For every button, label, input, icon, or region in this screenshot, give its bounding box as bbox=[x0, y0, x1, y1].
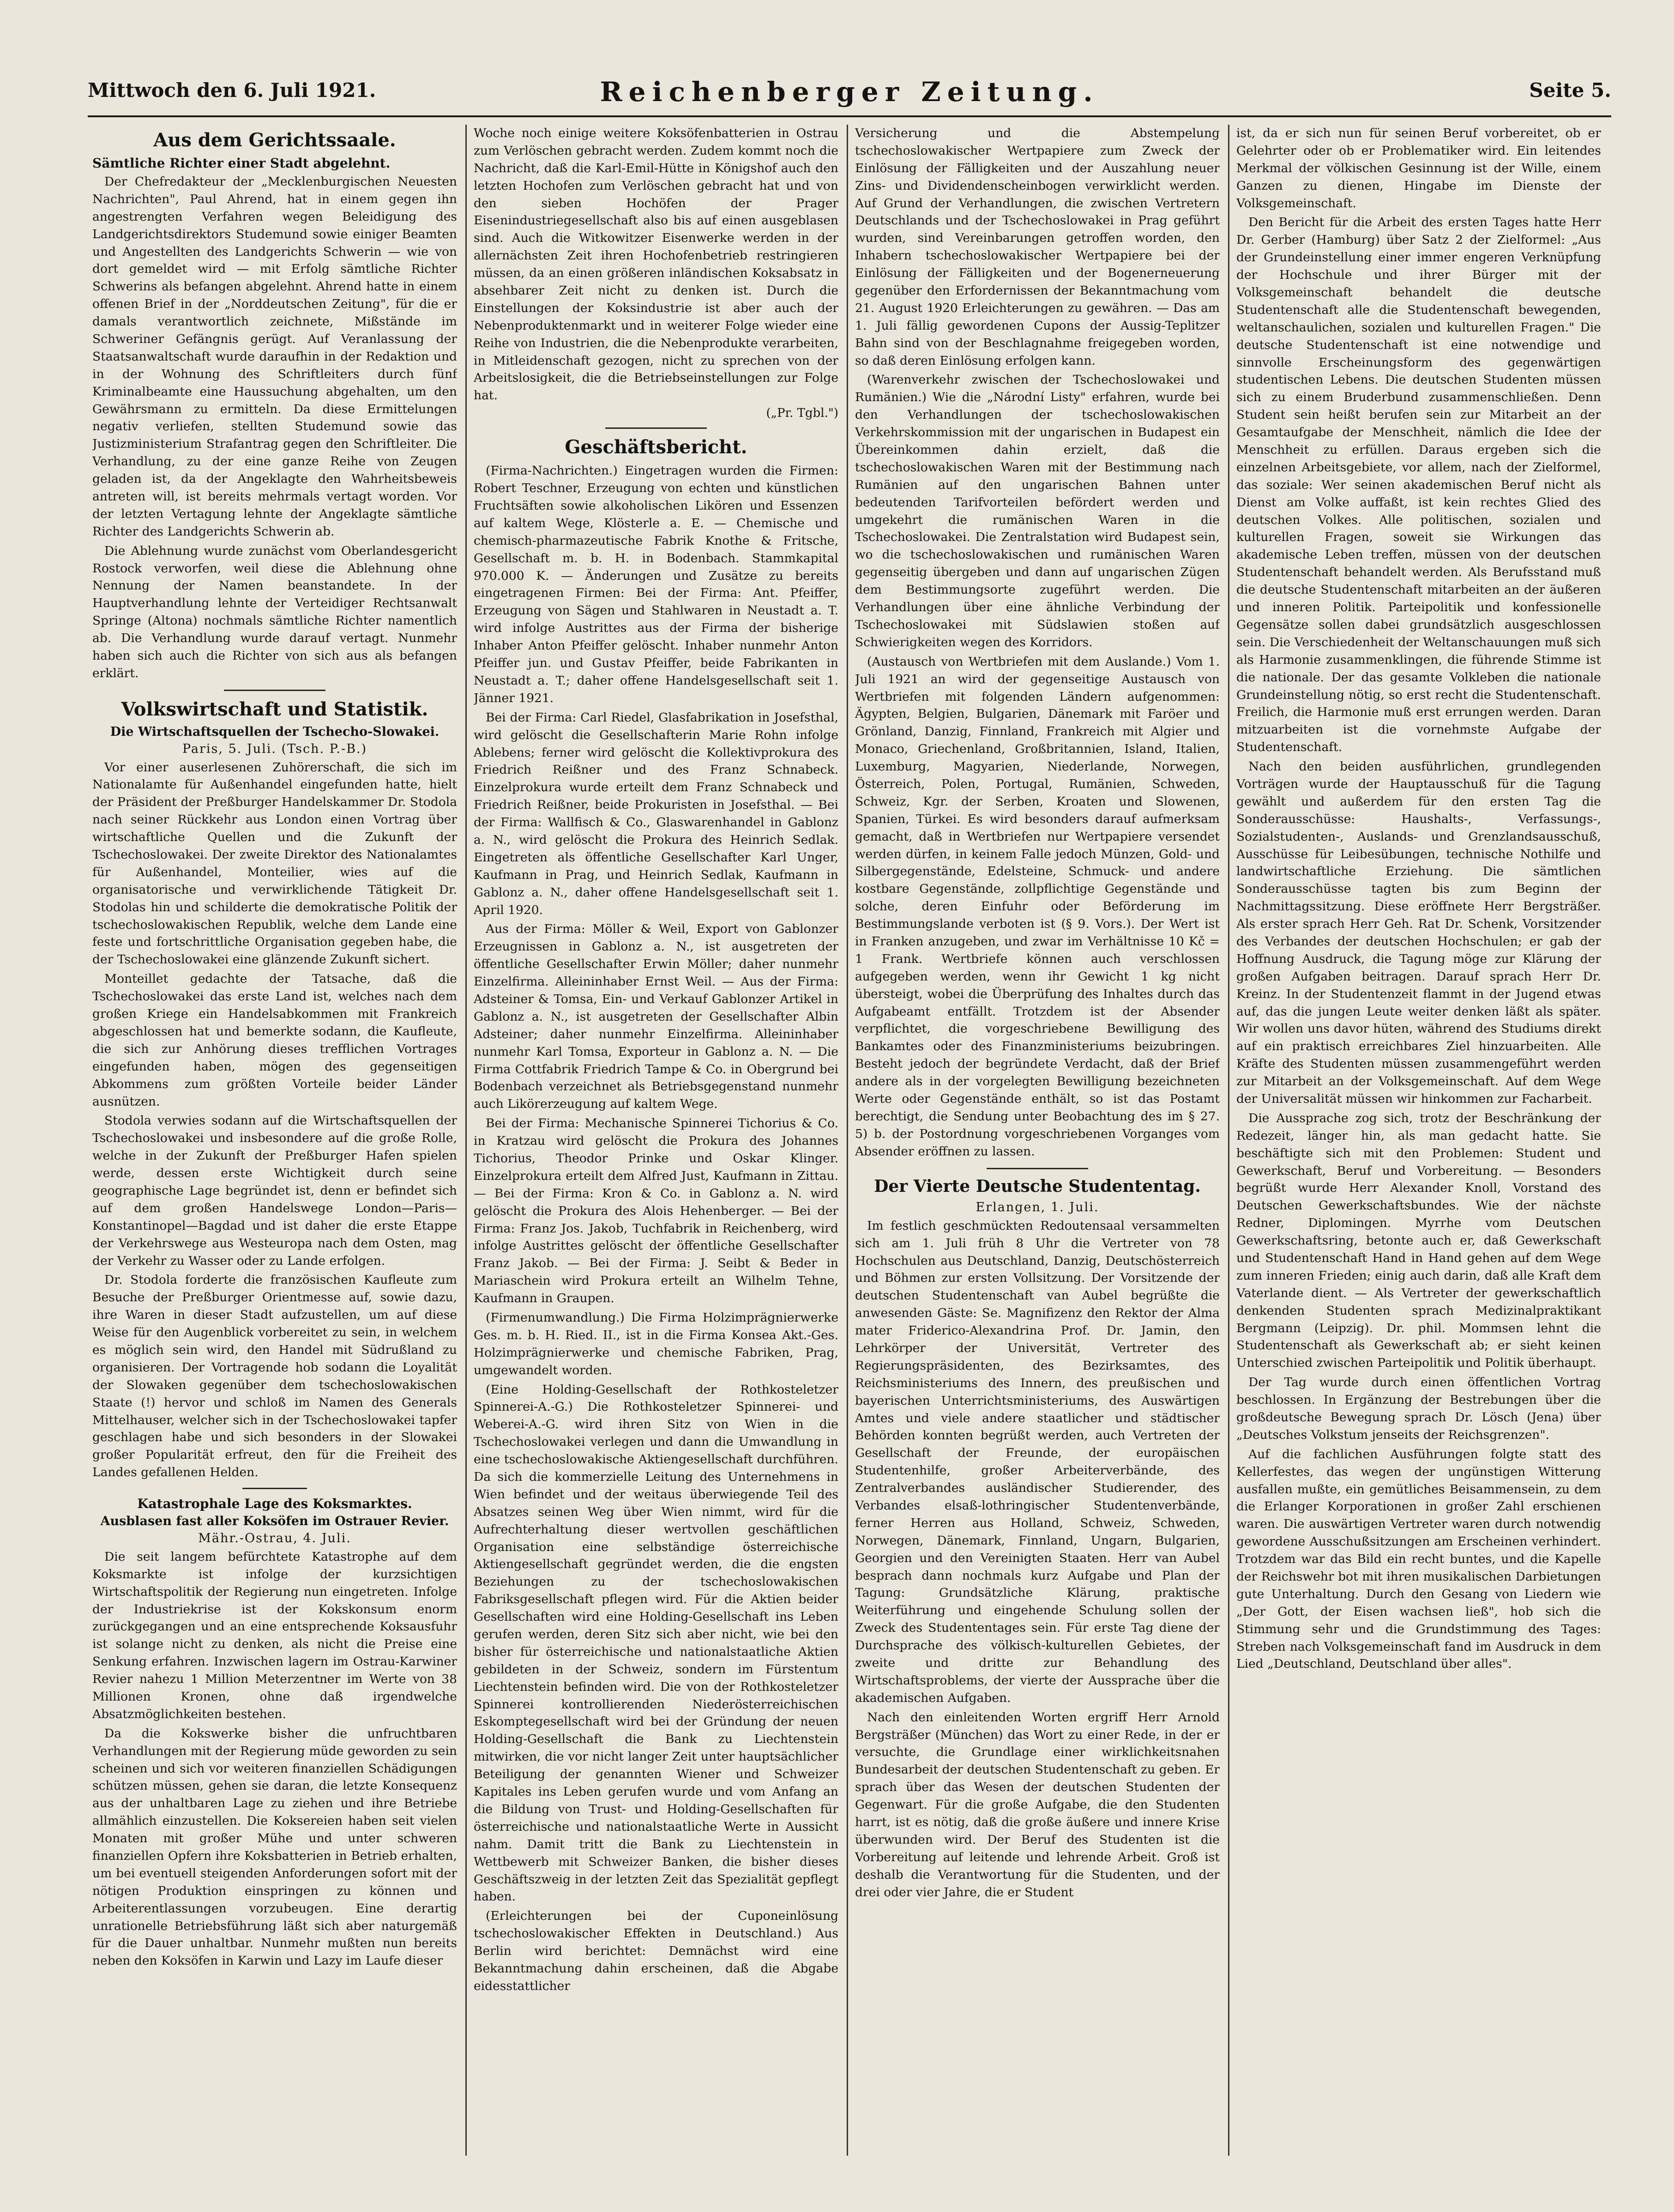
student-day-article bbox=[855, 1177, 1220, 1901]
column-2 bbox=[474, 125, 838, 2165]
paragraph: Bei der Firma: Carl Riedel, Glasfabrikation in Josefsthal, wird gelöscht die Gesellschafterin Marie Rohn infolge Ablebens; ferner wird gelöscht die Kollektivprokura des Friedrich Reißner und des Franz Schnabeck. Einzelprokura wurde erteilt dem Franz Schnabeck und Friedrich Reißner, beide Prokuristen in Josefsthal. — Bei der Firma: Wallfisch & Co., Glaswarenhandel in Gablonz a. N., wird gelöscht die Prokura des Heinrich Sedlak. Eingetreten als öffentliche Gesellschafter Karl Unger, Kaufmann in Prag, und Heinrich Sedlak, Kaufmann in Gablonz a. N., daher offene Handelsgesellschaft seit 1. April 1920. bbox=[474, 710, 838, 917]
article-subtitle: Sämtliche Richter einer Stadt abgelehnt. bbox=[92, 156, 391, 171]
paragraph: Der Tag wurde durch einen öffentlichen Vortrag beschlossen. In Ergänzung der Bestrebungen über die großdeutsche Bewegung sprach Dr. Lösch (Jena) über „Deutsches Volkstum jenseits der Reichsgrenzen". bbox=[1236, 1375, 1601, 1442]
page-number: Seite 5. bbox=[1529, 79, 1611, 102]
paragraph: Der Chefredakteur der „Mecklenburgischen Neuesten Nachrichten", Paul Ahrend, hat in einem gegen ihn angestrengten Verfahren wegen Beleidigung des Landgerichtsdirektors Studemund sowie einiger Beamten und Angestellten des Landgerichts Schwerin — wie von dort gemeldet wird — mit Erfolg sämtliche Richter Schwerins als befangen abgelehnt. Ahrend hatte in einem offenen Brief in der „Norddeutschen Zeitung", für die er damals verantwortlich zeichnete, Mißstände im Schweriner Gefängnis gerügt. Auf Veranlassung der Staatsanwaltschaft wurde daraufhin in der Redaktion und in der Wohnung des Schriftleiters durch fünf Kriminalbeamte eine Haussuchung abgehalten, um den Gewährsmann zu ermitteln. Da diese Ermittelungen negativ verliefen, stellten Studemund sowie das Justizministerium Strafantrag gegen den Schriftleiter. Die Verhandlung, zu der eine ganze Reihe von Zeugen geladen ist, da der Angeklagte den Wahrheitsbeweis antreten will, ist bereits mehrmals vertagt worden. Vor der letzten Vertagung lehnte der Angeklagte sämtliche Richter des Landgerichts Schwerin ab. bbox=[92, 174, 457, 539]
court-article bbox=[92, 129, 457, 682]
divider bbox=[224, 690, 325, 691]
section-heading: Volkswirtschaft und Statistik. bbox=[121, 698, 428, 720]
paragraph: (Erleichterungen bei der Cuponeinlösung tschechoslowakischer Effekten in Deutschland.) Aus Berlin wird berichtet: Demnächst wird eine Bekanntmachung dahin erscheinen, daß die Abgabe eidesstattlicher bbox=[474, 1909, 838, 1993]
divider bbox=[242, 1488, 307, 1489]
paragraph: Versicherung und die Abstempelung tschechoslowakischer Wertpapiere zum Zweck der Einlösung der Fälligkeiten und der Auszahlung neuer Zins- und Dividendenscheinbogen verwirklicht werden. Auf Grund der Verhandlungen, die zwischen Vertretern Deutschlands und der Tschechoslowakei in Prag geführt wurden, sind Vereinbarungen getroffen worden, den Inhabern tschechoslowakischer Wertpapiere bei der Einlösung der Fälligkeiten und der Bogenerneuerung gegenüber den Erfordernissen der Bekanntmachung vom 21. August 1920 Erleichterungen zu gewähren. — Das am 1. Juli fällig gewordenen Cupons der Aussig-Teplitzer Bahn sind von der Beschlagnahme freigegeben worden, so daß deren Einlösung erfolgen kann. bbox=[855, 126, 1220, 368]
paragraph: Nach den einleitenden Worten ergriff Herr Arnold Bergsträßer (München) das Wort zu einer Rede, in der er versuchte, die Grundlage einer wirklichkeitsnahen Bundesarbeit der deutschen Studentenschaft zu geben. Er sprach über das Wesen der deutschen Studenten der Gegenwart. Für die große Aufgabe, die den Studenten harrt, ist es nötig, daß die große äußere und innere Krise überwunden wird. Der Beruf des Studenten ist die Vorbereitung auf leitende und lehrende Arbeit. Groß ist deshalb die Verantwortung für die Studenten, und der drei oder vier Jahre, die er Student bbox=[855, 1710, 1220, 1899]
paragraph: Monteillet gedachte der Tatsache, daß die Tschechoslowakei das erste Land ist, welches nach dem großen Kriege ein Handelsabkommen mit Frankreich abgeschlossen hat und bemerkte sodann, die Kaufleute, die sich zur Anhörung dieses trefflichen Vortrages eingefunden haben, mögen des gegenseitigen Abkommens zum größten Vorteile beider Länder ausnützen. bbox=[92, 972, 457, 1109]
section-heading: Geschäftsbericht. bbox=[565, 436, 747, 458]
newspaper-title: Reichenberger Zeitung. bbox=[600, 76, 1099, 108]
column-separator bbox=[847, 125, 848, 2156]
paragraph: (Warenverkehr zwischen der Tschechoslowakei und Rumänien.) Wie die „Národní Listy" erfahren, wurde bei den Verhandlungen der tschechoslowakischen Verkehrskommission mit der ungarischen in Budapest ein Übereinkommen dahin erzielt, daß die tschechoslowakischen Waren mit der Bestimmung nach Rumänien auf den ungarischen Bahnen unter bedeutenden Tarifvorteilen befördert werden und umgekehrt die rumänischen Waren in die Tschechoslowakei. Die Zentralstation wird Budapest sein, wo die tschechoslowakischen und rumänischen Waren gegenseitig übergeben und dann auf ungarischen Zügen dem Bestimmungsorte zugeführt werden. Die Verhandlungen über eine ähnliche Verbindung der Tschechoslowakei mit Südslawien stoßen auf Schwierigkeiten wegen des Korridors. bbox=[855, 373, 1220, 649]
divider bbox=[605, 427, 707, 429]
masthead bbox=[88, 76, 1611, 113]
source-attribution: („Pr. Tgbl.") bbox=[766, 406, 838, 421]
paragraph: Auf die fachlichen Ausführungen folgte statt des Kellerfestes, das wegen der ungünstigen Witterung ausfallen mußte, ein gemütliches Beisammensein, zu dem die Erlanger Korporationen in großer Zahl erschienen waren. Die auswärtigen Vertreter waren durch notwendig gewordene Ausschußsitzungen am Erscheinen verhindert. Trotzdem war das Bild ein recht buntes, und die Kapelle der Reichswehr bot mit ihren musikalischen Darbietungen gute Unterhaltung. Durch den Gesang von Liedern wie „Der Gott, der Eisen wachsen ließ", hob sich die Stimmung sehr und die Grundstimmung des Tages: Streben nach Volksgemeinschaft fand im Ausdruck in dem Lied „Deutschland, Deutschland über alles". bbox=[1236, 1447, 1601, 1671]
business-report bbox=[474, 436, 838, 1995]
paragraph: (Austausch von Wertbriefen mit dem Auslande.) Vom 1. Juli 1921 an wird der gegenseitige Austausch von Wertbriefen mit folgenden Ländern aufgenommen: Ägypten, Belgien, Bulgarien, Dänemark mit Faröer und Grönland, Danzig, Finnland, Frankreich mit Algier und Monaco, Griechenland, Großbritannien, Island, Italien, Luxemburg, Magyarien, Niederlande, Norwegen, Österreich, Polen, Portugal, Rumänien, Schweden, Schweiz, Kgr. der Serben, Kroaten und Slowenen, Spanien, Türkei. Es wird besonders darauf aufmerksam gemacht, daß in Wertbriefen nur Wertpapiere versendet werden dürfen, in keinem Falle jedoch Münzen, Gold- und Silbergegenstände, Edelsteine, Schmuck- und andere kostbare Gegenstände, zollpflichtige Gegenstände und solche, deren Einfuhr oder Beförderung im Bestimmungslande verboten ist (§ 9. Vors.). Der Wert ist in Franken anzugeben, und zwar im Verhältnisse 10 Kč = 1 Frank. Wertbriefe können auch verschlossen aufgegeben werden, wenn ihr Gewicht 1 kg nicht übersteigt, wobei die Überprüfung des Inhaltes durch das Aufgabeamt entfällt. Trotzdem ist der Absender verpflichtet, die vorgeschriebene Bewilligung des Bankamtes oder des Finanzministeriums beizubringen. Besteht jedoch der begründete Verdacht, daß der Brief andere als in der vorgelegten Bewilligung bezeichneten Werte oder Gegenstände enthält, so ist das Postamt berechtigt, die Sendung unter Beobachtung des im § 27. 5) b. der Postordnung vorgeschriebenen Vorganges vom Absender eröffnen zu lassen. bbox=[855, 654, 1220, 1159]
column-4 bbox=[1236, 125, 1601, 2165]
paragraph: Die Ablehnung wurde zunächst vom Oberlandesgericht Rostock verworfen, weil diese die Ablehnung ohne Nennung der Namen beanstandete. In der Hauptverhandlung lehnte der Verteidiger Rechtsanwalt Springe (Altona) nochmals sämtliche Richter namentlich ab. Die Verhandlung wurde darauf vertagt. Nunmehr haben sich auch die Richter von sich aus als befangen erklärt. bbox=[92, 543, 457, 680]
paragraph: Die seit langem befürchtete Katastrophe auf dem Koksmarkte ist infolge der kurzsichtigen Wirtschaftspolitik der Regierung nun eingetreten. Infolge der Industriekrise ist der Kokskonsum enorm zurückgegangen und an eine entsprechende Koksausfuhr ist solange nicht zu denken, als nicht die Preise eine Senkung erfahren. Inzwischen lagern im Ostrau-Karwiner Revier nahezu 1 Million Meterzentner im Werte von 38 Millionen Kronen, ohne daß irgendwelche Absatzmöglichkeiten bestehen. bbox=[92, 1549, 457, 1721]
paragraph: Da die Kokswerke bisher die unfruchtbaren Verhandlungen mit der Regierung müde geworden zu sein scheinen und sich vor weiteren finanziellen Schädigungen schützen müssen, gehen sie daran, die letzte Konsequenz aus der unhaltbaren Lage zu ziehen und ihre Betriebe allmählich einzustellen. Die Koksereien haben seit vielen Monaten mit großer Mühe und unter schweren finanziellen Opfern ihre Koksbatterien in Betrieb erhalten, um bei eventuell steigenden Anforderungen sofort mit der nötigen Produktion einspringen zu können und Arbeiterentlassungen vorzubeugen. Eine derartig unrationelle Betriebsführung läßt sich aber naturgemäß für die Dauer unhaltbar. Nunmehr mußten nun bereits neben den Koksöfen in Karwin und Lazy im Laufe dieser bbox=[92, 1726, 457, 1968]
column-separator bbox=[465, 125, 467, 2156]
section-heading: Aus dem Gerichtssaale. bbox=[153, 129, 396, 151]
article-title: Der Vierte Deutsche Studententag. bbox=[874, 1176, 1201, 1196]
divider bbox=[987, 1168, 1088, 1169]
article-subtitle: Die Wirtschaftsquellen der Tschecho-Slowakei. bbox=[110, 724, 440, 739]
column-3 bbox=[855, 125, 1220, 2165]
paragraph: ist, da er sich nun für seinen Beruf vorbereitet, ob er Gelehrter oder ob er Problematiker wird. Ein leitendes Merkmal der völkischen Gesinnung ist der Wille, einem Ganzen zu dienen, Hingabe im Dienste der Volksgemeinschaft. bbox=[1236, 126, 1601, 210]
paragraph: Stodola verwies sodann auf die Wirtschaftsquellen der Tschechoslowakei und insbesondere auf die große Rolle, welche in der Zukunft der Preßburger Hafen spielen werde, dessen erste Wichtigkeit durch seine geographische Lage begründet ist, denn er befindet sich auf dem großen Handelswege London—Paris—Konstantinopel—Bagdad und ist daher die erste Etappe der Verkehrswege aus Westeuropa nach dem Osten, mag der Verkehr zu Wasser oder zu Lande erfolgen. bbox=[92, 1113, 457, 1268]
paragraph: (Firmenumwandlung.) Die Firma Holzimprägnierwerke Ges. m. b. H. Ried. II., ist in die Firma Konsea Akt.-Ges. Holzimprägnierwerke und chemische Fabriken, Prag, umgewandelt worden. bbox=[474, 1310, 838, 1377]
article-subtitle: Ausblasen fast aller Koksöfen im Ostrauer Revier. bbox=[100, 1514, 449, 1529]
dateline: Paris, 5. Juli. (Tsch. P.-B.) bbox=[182, 741, 367, 756]
dateline: Erlangen, 1. Juli. bbox=[975, 1200, 1099, 1214]
paragraph: Den Bericht für die Arbeit des ersten Tages hatte Herr Dr. Gerber (Hamburg) über Satz 2 der Zielformel: „Aus der Grundeinstellung einer immer engeren Verknüpfung der Hochschule und ihrer Bürger mit der Volksgemeinschaft behandelt die deutsche Studentenschaft alle die Studentenschaft bewegenden, weltanschaulichen, sozialen und kulturellen Fragen." Die deutsche Studentenschaft ist eine notwendige und sinnvolle Erscheinungsform des gegenwärtigen studentischen Lebens. Die deutschen Studenten müssen sich zu einem Bruderbund zusammenschließen. Denn Student sein heißt berufen sein zur Mitarbeit an der Gesamtaufgabe der Menschheit, nämlich die Idee der Menschheit zu erfüllen. Daraus ergeben sich die einzelnen Arbeitsgebiete, vor allem, nach der Zielformel, das soziale: Wer seinen akademischen Beruf nicht als Dienst am Volke auffaßt, ist kein rechtes Glied des deutschen Volkes. Alle politischen, sozialen und kulturellen Fragen, soweit sie Wirkungen das akademische Leben treffen, müssen von der deutschen Studentenschaft behandelt werden. Als Berufsstand muß die deutsche Studentenschaft mitarbeiten an der äußeren und inneren Politik. Parteipolitik und konfessionelle Gegensätze sollen dabei grundsätzlich ausgeschlossen sein. Die Verschiedenheit der Weltanschauungen muß sich als Harmonie zusammenklingen, die führende Stimme ist die nationale. Der das gesamte Volkleben die nationale Grundeinstellung nötig, so erst recht die Studentenschaft. Freilich, die Harmonie muß erst errungen werden. Daran mitzuarbeiten ist die vornehmste Aufgabe der Studentenschaft. bbox=[1236, 215, 1601, 755]
masthead-rule bbox=[88, 115, 1611, 117]
paragraph: Dr. Stodola forderte die französischen Kaufleute zum Besuche der Preßburger Orientmesse auf, sowie dazu, ihre Waren in dieser Stadt aufzustellen, um auf diese Weise für den Augenblick vorbereitet zu sein, in welchem es möglich sein wird, den Handel mit Südrußland zu organisieren. Der Vortragende hob sodann die Loyalität der Slowaken gegenüber dem tschechoslowakischen Staate (!) hervor und schloß im Namen des Generals Mittelhauser, welcher sich in der Tschechoslowakei tapfer geschlagen habe und sich besonders in der Slowakei großer Popularität erfreut, den für die Freiheit des Landes gefallenen Helden. bbox=[92, 1273, 457, 1480]
article-title: Katastrophale Lage des Koksmarktes. bbox=[137, 1496, 412, 1512]
column-separator bbox=[1228, 125, 1229, 2156]
paragraph: Vor einer auserlesenen Zuhörerschaft, die sich im Nationalamte für Außenhandel eingefunden hatte, hielt der Präsident der Preßburger Handelskammer Dr. Stodola nach seiner Rückkehr aus London einen Vortrag über wirtschaftliche Quellen und die Zukunft der Tschechoslowakei. Der zweite Direktor des Nationalamtes für Außenhandel, Monteilier, wies auf die organisatorische und verwirklichende Tätigkeit Dr. Stodolas hin und schilderte die demokratische Politik der tschechoslowakischen Republik, welche dem Lande eine feste und fortschrittliche Organisation gegeben habe, die der Tschechoslowakei eine glänzende Zukunft sichert. bbox=[92, 760, 457, 967]
dateline: Mähr.-Ostrau, 4. Juli. bbox=[198, 1531, 351, 1545]
issue-date: Mittwoch den 6. Juli 1921. bbox=[88, 79, 376, 102]
paragraph: Nach den beiden ausführlichen, grundlegenden Vorträgen wurde der Hauptausschuß für die Tagung gewählt und außerdem für den ersten Tag die Sonderausschüsse: Haushalts-, Verfassungs-, Sozialstudenten-, Auslands- und Grenzlandsausschuß, Ausschüsse für Leibesübungen, technische Nothilfe und landwirtschaftliche Erziehung. Die sämtlichen Sonderausschüsse tagten bis zum Beginn der Nachmittagssitzung. Diese eröffnete Herr Bergsträßer. Als erster sprach Herr Geh. Rat Dr. Schenk, Vorsitzender des Verbandes der deutschen Hochschulen; er gab der Hoffnung Ausdruck, die Tagung möge zur Klärung der großen Aufgaben beitragen. Darauf sprach Herr Dr. Kreinz. In der Studentenzeit flammt in der Jugend etwas auf, das die jungen Leute weiter denken läßt als später. Wir wollen uns davor hüten, während des Studiums direkt auf ein praktisch erreichbares Ziel hinzuarbeiten. Alle Kräfte des Studenten müssen zusammengeführt werden zur Mitarbeit an der Volksgemeinschaft. Auf dem Wege der Universalität müssen wir hinkommen zur Facharbeit. bbox=[1236, 759, 1601, 1106]
column-1 bbox=[92, 125, 457, 2165]
paragraph: Bei der Firma: Mechanische Spinnerei Tichorius & Co. in Kratzau wird gelöscht die Prokura des Johannes Tichorius, Theodor Prinke und Oskar Klinger. Einzelprokura erteilt dem Alfred Just, Kaufmann in Zittau. — Bei der Firma: Kron & Co. in Gablonz a. N. wird gelöscht die Prokura des Alois Hehenberger. — Bei der Firma: Franz Jos. Jakob, Tuchfabrik in Reichenberg, wird infolge Austrittes gelöscht der öffentliche Gesellschafter Franz Jakob. — Bei der Firma: J. Seibt & Beder in Mariaschein wird Prokura erteilt an Wilhelm Tehne, Kaufmann in Graupen. bbox=[474, 1116, 838, 1306]
paragraph: Im festlich geschmückten Redoutensaal versammelten sich am 1. Juli früh 8 Uhr die Vertreter von 78 Hochschulen aus Deutschland, Danzig, Deutschösterreich und Böhmen zur ersten Vollsitzung. Der Vorsitzende der deutschen Studentenschaft van Aubel begrüßte die anwesenden Gäste: Se. Magnifizenz den Rektor der Alma mater Friderico-Alexandrina Prof. Dr. Jamin, den Lehrkörper der Universität, Vertreter des Regierungspräsidenten, des Bezirksamtes, des Reichsministeriums des Innern, des preußischen und bayerischen Unterrichtsministeriums, des Auswärtigen Amtes und viele andere staatlicher und städtischer Behörden konnten begrüßt werden, auch Vertreten der Gesellschaft der Freunde, der europäischen Studentenhilfe, großer Arbeiterverbände, des Zentralverbandes ausländischer Studierender, des Verbandes elsaß-lothringischer Studentenverbände, ferner Herren aus Holland, Schweiz, Schweden, Norwegen, Dänemark, Finnland, Ungarn, Bulgarien, Georgien und den Vereinigten Staaten. Herr van Aubel besprach dann nochmals kurz Aufgabe und Plan der Tagung: Grundsätzliche Klärung, praktische Weiterführung und eingehende Schulung sollen der Zweck des Studententages sein. Für erste Tag diene der Durchsprache des völkisch-kulturellen Gebietes, der zweite und dritte zur Behandlung des Wirtschaftsproblems, der vierte der Aussprache über die akademischen Aufgaben. bbox=[855, 1218, 1220, 1705]
economy-article bbox=[92, 698, 457, 1481]
paragraph: Die Aussprache zog sich, trotz der Beschränkung der Redezeit, länger hin, als man gedacht hatte. Sie beschäftigte sich mit den Problemen: Student und Gewerkschaft, Beruf und Vorbereitung. — Besonders begrüßt wurde Herr Alexander Knoll, Vorstand des Deutschen Gewerkschaftsbundes. Wie der nächste Redner, Diplomingen. Myrrhe vom Deutschen Gewerkschaftsring, betonte auch er, daß Gewerkschaft und Studentenschaft Hand in Hand gehen auf dem Wege zum inneren Frieden; einig auch darin, daß alle Kraft dem Vaterlande dient. — Als Vertreter der gewerkschaftlich denkenden Studenten sprach Medizinalpraktikant Bergmann (Leipzig). Dr. phil. Mommsen lehnt die Studentenschaft als Gewerkschaft ab; er sieht keinen Unterschied zwischen Parteipolitik und Politik überhaupt. bbox=[1236, 1111, 1601, 1370]
paragraph: (Firma-Nachrichten.) Eingetragen wurden die Firmen: Robert Teschner, Erzeugung von echten und künstlichen Fruchtsäften sowie alkoholischen Likören und Essenzen auf kaltem Wege, Klösterle a. E. — Chemische und chemisch-pharmazeutische Fabrik Knothe & Fritsche, Gesellschaft m. b. H. in Bodenbach. Stammkapital 970.000 K. — Änderungen und Zusätze zu bereits eingetragenen Firmen: Bei der Firma: Ant. Pfeiffer, Erzeugung von Sägen und Stahlwaren in Neustadt a. T. wird infolge Austrittes aus der Firma der bisherige Inhaber Anton Pfeiffer gelöscht. Inhaber nunmehr Anton Pfeiffer jun. und Gustav Pfeiffer, beide Fabrikanten in Neustadt a. T.; daher offene Handelsgesellschaft seit 1. Jänner 1921. bbox=[474, 463, 838, 705]
paragraph: Aus der Firma: Möller & Weil, Export von Gablonzer Erzeugnissen in Gablonz a. N., ist ausgetreten der öffentliche Gesellschafter Erwin Möller; daher nunmehr Einzelfirma. Alleininhaber Ernst Weil. — Aus der Firma: Adsteiner & Tomsa, Ein- und Verkauf Gablonzer Artikel in Gablonz a. N., ist ausgetreten der Gesellschafter Albin Adsteiner; daher nunmehr Einzelfirma. Alleininhaber nunmehr Karl Tomsa, Exporteur in Gablonz a. N. — Die Firma Cottfabrik Friedrich Tampe & Co. in Obergrund bei Bodenbach verzeichnet als Betriebsgegenstand nunmehr auch Likörerzeugung auf kaltem Wege. bbox=[474, 922, 838, 1112]
coke-article bbox=[92, 1496, 457, 1970]
paragraph: (Eine Holding-Gesellschaft der Rothkosteletzer Spinnerei-A.-G.) Die Rothkosteletzer Spinnerei- und Weberei-A.-G. wird ihren Sitz von Wien in die Tschechoslowakei verlegen und dann die Umwandlung in eine tschechoslowakische Aktiengesellschaft durchführen. Da sich die kommerzielle Leitung des Unternehmens in Wien befindet und der weitaus überwiegende Teil des Absatzes seinen Weg über Wien nimmt, wird für die Aufrechterhaltung dieser wertvollen geschäftlichen Organisation eine selbständige österreichische Aktiengesellschaft gegründet werden, die die engsten Beziehungen zu der tschechoslowakischen Fabriksgesellschaft pflegen wird. Für die Aktien beider Gesellschaften wird eine Holding-Gesellschaft ins Leben gerufen werden, deren Sitz sich aber nicht, wie bei den bisher für österreichische und nationalstaatliche Aktien gebildeten in der Schweiz, sondern im Fürstentum Liechtenstein befinden wird. Die von der Rothkosteletzer Spinnerei kontrollierenden Niederösterreichischen Eskomptegesellschaft wird bei der Gründung der neuen Holding-Gesellschaft die Bank zu Liechtenstein mitwirken, die vor nicht langer Zeit unter hauptsächlicher Beteiligung der genannten Wiener und Schweizer Kapitales ins Leben gerufen wurde und vom Anfang an die Bildung von Trust- und Holding-Gesellschaften für österreichische und nationalstaatliche Werte in Aussicht nahm. Damit tritt die Bank zu Liechtenstein in Wettbewerb mit Schweizer Banken, die bisher dieses Geschäftszweig in der letzten Zeit das Spezialität gepflegt haben. bbox=[474, 1382, 838, 1904]
paragraph: Woche noch einige weitere Koksöfenbatterien in Ostrau zum Verlöschen gebracht werden. Zudem kommt noch die Nachricht, daß die Karl-Emil-Hütte in Königshof auch den letzten Hochofen zum Verlöschen gebracht hat und von den sieben Hochöfen der Prager Eisenindustriegesellschaft also bis auf einen ausgeblasen sind. Auch die Witkowitzer Eisenwerke werden in der allernächsten Zeit ihren Hochofenbetrieb restringieren müssen, da an einen größeren inländischen Koksabsatz in absehbarer Zeit nicht zu denken ist. Durch die Einstellungen der Koksindustrie ist aber auch der Nebenproduktenmarkt und in weiterer Folge wieder eine Reihe von Industrien, die die Nebenprodukte verarbeiten, in Mitleidenschaft gezogen, nicht zu sprechen von der Arbeitslosigkeit, die die Betriebseinstellungen zur Folge hat. bbox=[474, 126, 838, 403]
